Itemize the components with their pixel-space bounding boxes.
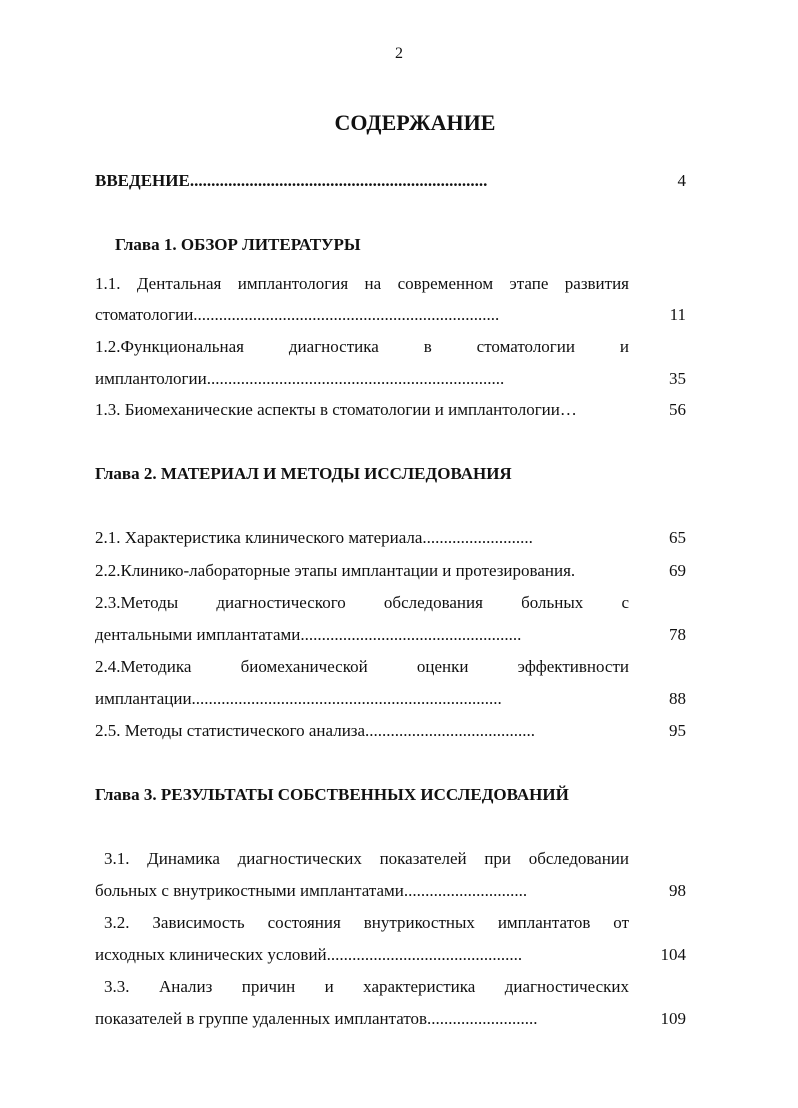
toc-entry-3-1-page: 98 xyxy=(669,881,686,900)
toc-intro-text: ВВЕДЕНИЕ...................................................................... xyxy=(95,171,488,190)
toc-entry-3-2-page: 104 xyxy=(660,945,686,964)
chapter-1-heading: Глава 1. ОБЗОР ЛИТЕРАТУРЫ xyxy=(115,235,361,254)
toc-entry-1-1-page: 11 xyxy=(669,305,686,324)
chapter-2-heading: Глава 2. МАТЕРИАЛ И МЕТОДЫ ИССЛЕДОВАНИЯ xyxy=(95,464,512,483)
toc-entry-1-2-page: 35 xyxy=(669,369,686,388)
toc-intro-page: 4 xyxy=(677,171,686,190)
toc-entry-3-3-page: 109 xyxy=(660,1009,686,1028)
toc-entry-1-3-page: 56 xyxy=(669,400,686,419)
toc-entry-2-2-page: 69 xyxy=(669,561,686,580)
toc-entry-2-4-page: 88 xyxy=(669,689,686,708)
page-title: СОДЕРЖАНИЕ xyxy=(334,110,496,135)
chapter-3-heading: Глава 3. РЕЗУЛЬТАТЫ СОБСТВЕННЫХ ИССЛЕДОВАНИЙ xyxy=(95,785,569,804)
toc-entry-2-3-page: 78 xyxy=(669,625,686,644)
page-number: 2 xyxy=(395,45,403,62)
toc-entry-2-1-page: 65 xyxy=(669,528,686,547)
toc-entry-2-5-page: 95 xyxy=(669,721,686,740)
